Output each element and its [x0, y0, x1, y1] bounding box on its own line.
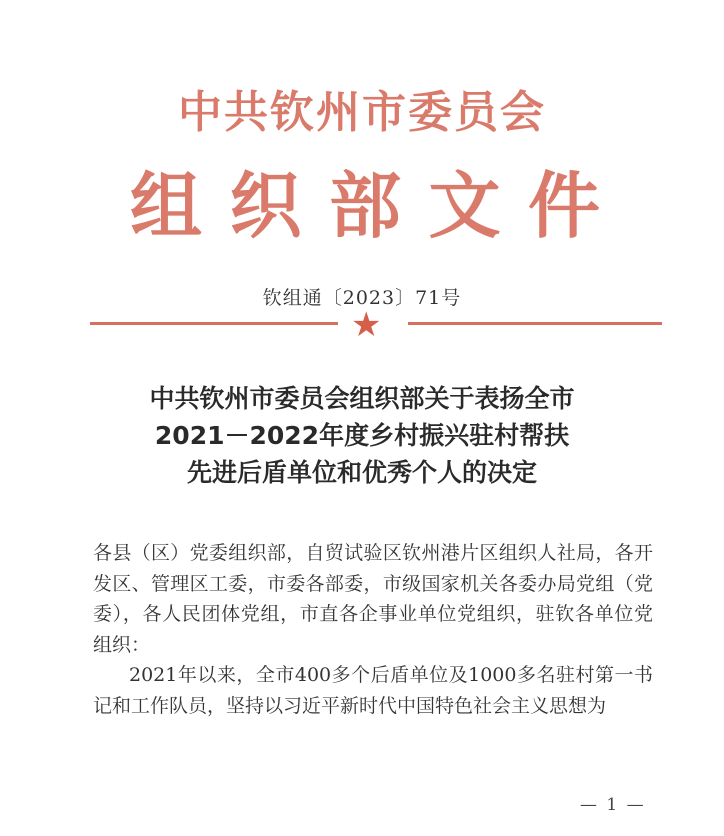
header-doc-char: 件 [527, 164, 600, 248]
title-line: 2021－2022年度乡村振兴驻村帮扶 [154, 421, 570, 450]
title-line: 先进后盾单位和优秀个人的决定 [186, 458, 537, 487]
red-separator [90, 305, 662, 346]
separator-line-right [408, 322, 662, 325]
document-title [0, 380, 724, 491]
page-number: — 1 — [580, 795, 646, 815]
header-doc-char: 组 [130, 164, 203, 248]
document-body [93, 538, 653, 721]
header-document-type [130, 148, 600, 252]
header-doc-char: 部 [328, 164, 401, 248]
recipients-paragraph: 各县（区）党委组织部，自贸试验区钦州港片区组织人社局，各开发区、管理区工委，市委各部委，市级国家机关各委办局党组（党委），各人民团体党组，市直各企事业单位党组织，驻钦各单位党组织： [93, 542, 653, 656]
separator-line-left [90, 322, 338, 325]
document-number: 钦组通〔2023〕71号 [262, 287, 462, 309]
header-organization: 中共钦州市委员会 [178, 87, 546, 138]
header-doc-char: 织 [229, 164, 302, 248]
red-star-icon: ★ [351, 305, 382, 345]
body-paragraph: 2021年以来，全市400多个后盾单位及1000多名驻村第一书记和工作队员，坚持以习近平新时代中国特色社会主义思想为 [93, 664, 653, 717]
header-doc-char: 文 [428, 164, 501, 248]
title-line: 中共钦州市委员会组织部关于表扬全市 [149, 384, 575, 413]
